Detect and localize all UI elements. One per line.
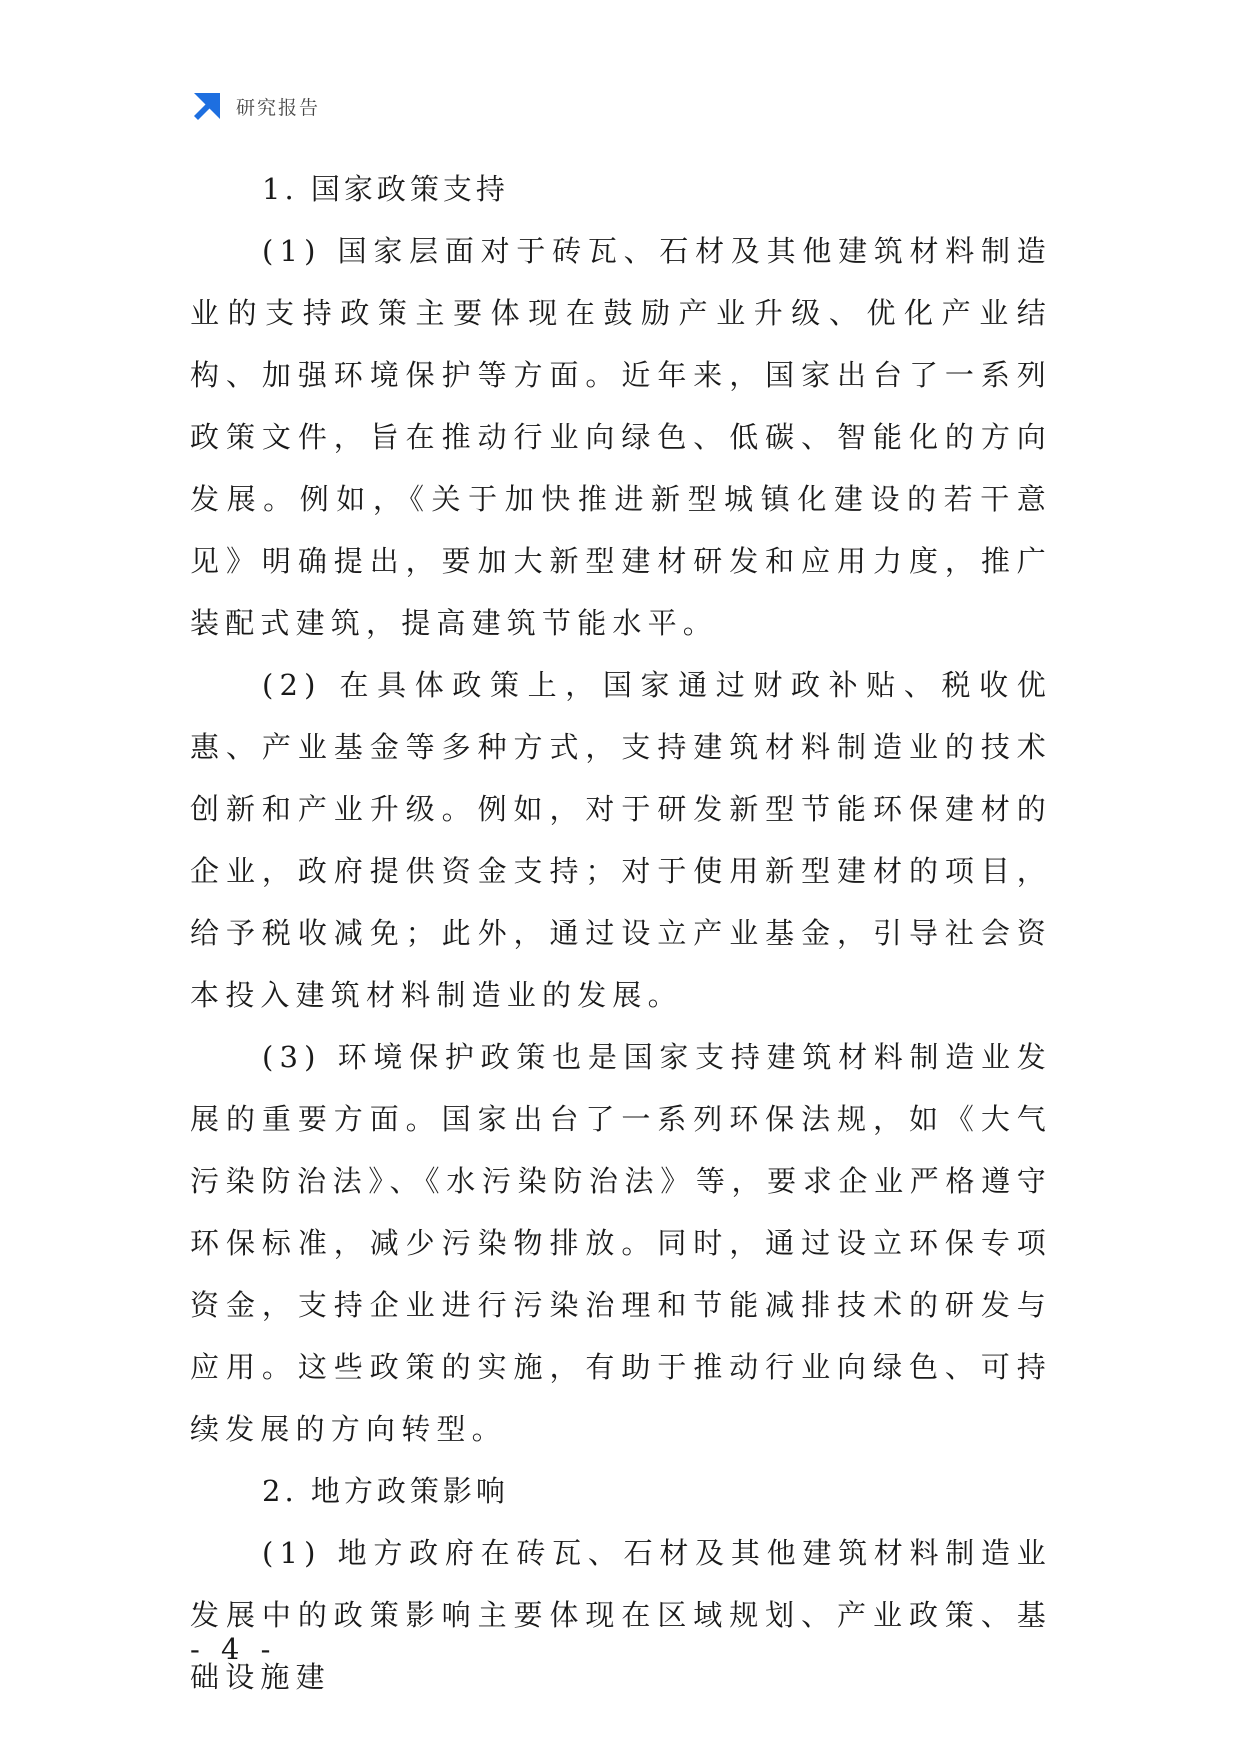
document-body [190, 158, 1052, 1708]
paragraph-national-2: (2) 在具体政策上，国家通过财政补贴、税收优惠、产业基金等多种方式，支持建筑材料制造业的技术创新和产业升级。例如，对于研发新型节能环保建材的企业，政府提供资金支持；对于使用新型建材的项目，给予税收减免；此外，通过设立产业基金，引导社会资本投入建筑材料制造业的发展。 [190, 668, 1052, 1012]
paragraph-local-1: (1) 地方政府在砖瓦、石材及其他建筑材料制造业发展中的政策影响主要体现在区域规划、产业政策、基础设施建 [190, 1536, 1052, 1694]
paragraph-national-3: (3) 环境保护政策也是国家支持建筑材料制造业发展的重要方面。国家出台了一系列环保法规，如《大气污染防治法》、《水污染防治法》等，要求企业严格遵守环保标准，减少污染物排放。同时，通过设立环保专项资金，支持企业进行污染治理和节能减排技术的研发与应用。这些政策的实施，有助于推动行业向绿色、可持续发展的方向转型。 [190, 1040, 1052, 1446]
section-heading-national-policy: 1. 国家政策支持 [262, 172, 509, 206]
header-title: 研究报告 [236, 96, 321, 119]
page-header [190, 88, 320, 124]
page-number: - 4 - [190, 1632, 277, 1666]
arrow-up-right-icon [190, 89, 224, 123]
paragraph-national-1: (1) 国家层面对于砖瓦、石材及其他建筑材料制造业的支持政策主要体现在鼓励产业升级、优化产业结构、加强环境保护等方面。近年来，国家出台了一系列政策文件，旨在推动行业向绿色、低碳、智能化的方向发展。例如，《关于加快推进新型城镇化建设的若干意见》明确提出，要加大新型建材研发和应用力度，推广装配式建筑，提高建筑节能水平。 [190, 234, 1052, 640]
section-heading-local-policy: 2. 地方政策影响 [262, 1474, 509, 1508]
